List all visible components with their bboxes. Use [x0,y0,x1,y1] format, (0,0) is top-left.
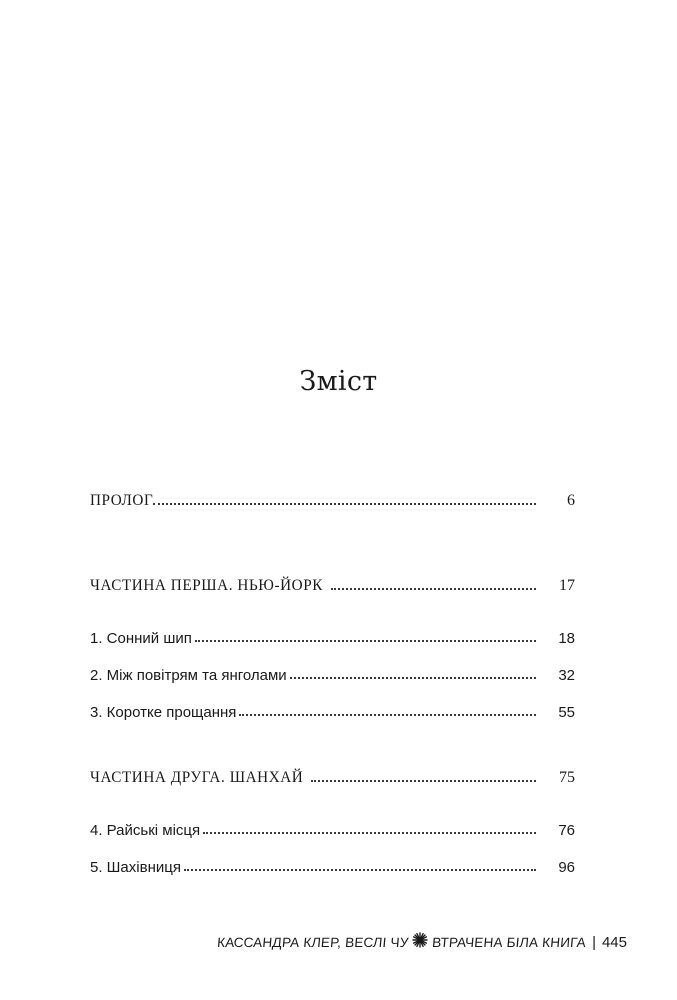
toc-dot-leader [239,714,536,716]
toc-entry-label: 5. Шахівниця [90,859,181,876]
toc-entry-label: 3. Коротке прощання [90,704,237,721]
toc-dot-leader [290,677,536,679]
toc-entry-chapter-5 [90,850,575,876]
toc-dot-leader [203,832,536,834]
toc-dot-leader [184,869,536,871]
toc-page-number: 6 [567,492,575,509]
toc-entry-label: 2. Між повітрям та янголами [90,667,287,684]
toc-entry-chapter-1 [90,621,575,647]
footer-book-title: ВТРАЧЕНА БІЛА КНИГА [431,935,587,950]
toc-entry-part-two [90,761,575,787]
toc-page-number: 75 [559,769,575,786]
page-title: Зміст [299,366,378,397]
toc-entry-label: 1. Сонний шип [90,630,192,647]
toc-entry-chapter-2 [90,658,575,684]
toc-page-number: 55 [558,704,575,721]
footer-page-number: 445 [601,934,627,951]
toc-dot-leader [311,780,536,782]
toc-page-number: 17 [559,577,575,594]
toc-entry-label: 4. Райські місця [90,822,201,839]
toc-entry-label: ЧАСТИНА ДРУГА. ШАНХАЙ [90,769,304,786]
footer-authors: КАССАНДРА КЛЕР, ВЕСЛІ ЧУ [216,935,410,950]
toc-dot-leader [331,588,536,590]
toc-entry-chapter-3 [90,695,575,721]
toc-page-number: 96 [558,859,575,876]
running-footer [217,932,627,953]
toc-entry-label: ПРОЛОГ [90,492,154,509]
toc-page-number: 32 [558,667,575,684]
toc-entry-label: ЧАСТИНА ПЕРША. НЬЮ-ЙОРК [90,577,323,594]
toc-dot-leader [195,640,536,642]
toc-entry-part-one [90,569,575,595]
toc-page-number: 76 [558,822,575,839]
toc-page-number: 18 [558,630,575,647]
toc-dot-leader [153,503,536,505]
footer-separator: | [592,934,596,951]
toc-entry-chapter-4 [90,813,575,839]
star-ornament-icon [412,932,428,953]
toc-entry-prologue [90,484,575,510]
